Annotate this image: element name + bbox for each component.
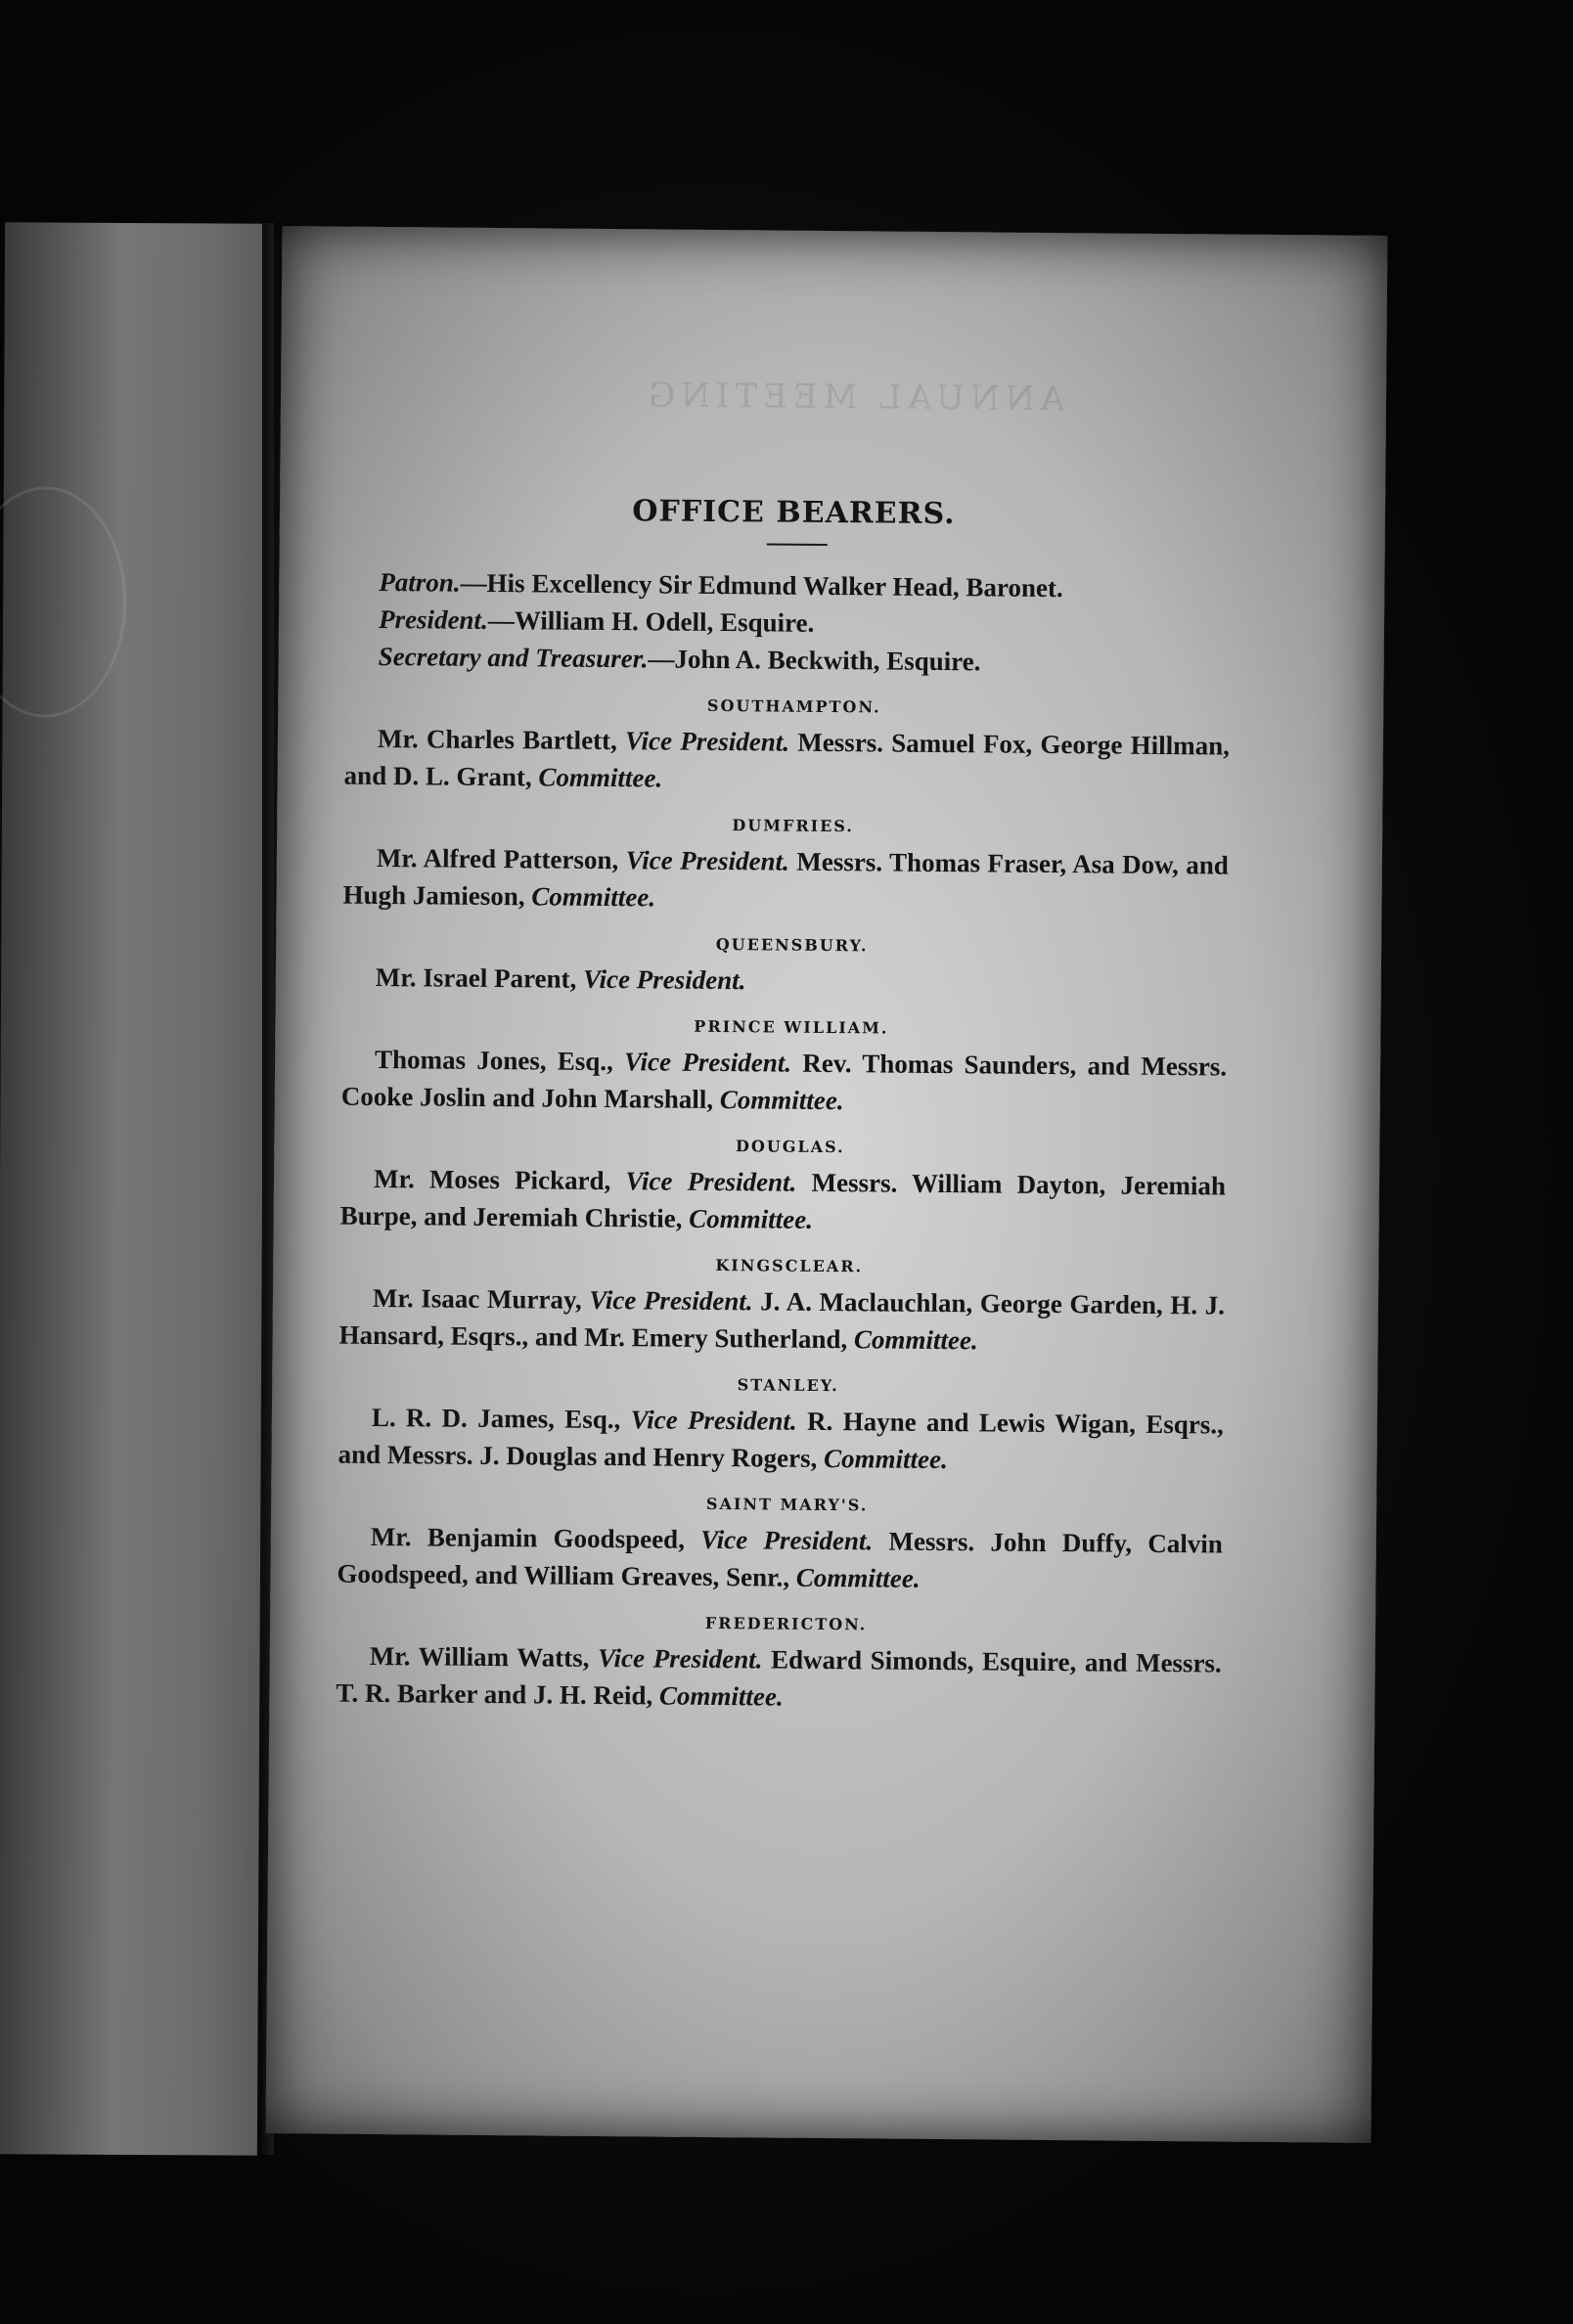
vice-president-name: Thomas Jones, Esq., (374, 1044, 625, 1077)
vice-president-role: Vice President. (630, 1405, 797, 1436)
facing-page (0, 222, 267, 2155)
committee-names: Messrs. Thomas Fraser, Asa Dow, and Hugh Jamieson, (342, 846, 1229, 912)
committee-role: Committee. (719, 1085, 844, 1116)
vice-president-name: Mr. Benjamin Goodspeed, (370, 1521, 701, 1554)
vice-president-role: Vice President. (582, 963, 746, 996)
page-title: OFFICE BEARERS. (632, 494, 956, 532)
officers-list (345, 563, 1232, 683)
district-text (342, 959, 1228, 1004)
district-saint-marys (337, 1487, 1223, 1600)
vice-president-role: Vice President. (589, 1284, 753, 1317)
committee-role: Committee. (823, 1443, 948, 1475)
vice-president-name: L. R. D. James, Esq., (371, 1402, 631, 1435)
district-dumfries (342, 808, 1229, 921)
committee-role: Committee. (689, 1203, 814, 1234)
district-text (338, 1279, 1225, 1362)
district-heading: SAINT MARY'S. (705, 1494, 869, 1515)
committee-names: Edward Simonds, Esquire, and Messrs. T. R. Barker and J. H. Reid, (336, 1644, 1222, 1711)
district-stanley (337, 1367, 1224, 1481)
district-heading: KINGSCLEAR. (715, 1256, 864, 1276)
document-page (266, 226, 1388, 2143)
vice-president-role: Vice President. (624, 726, 790, 757)
district-queensbury (342, 927, 1229, 1004)
vice-president-role: Vice President. (625, 1166, 797, 1197)
vice-president-name: Mr. Isaac Murray, (372, 1282, 590, 1315)
vice-president-name: Mr. Moses Pickard, (373, 1163, 626, 1196)
district-text (340, 1160, 1227, 1242)
vice-president-role: Vice President. (623, 1047, 792, 1078)
district-heading: FREDERICTON. (704, 1613, 868, 1634)
district-heading: DUMFRIES. (732, 816, 854, 836)
committee-names: Messrs. Samuel Fox, George Hillman, and D. L. Grant, (343, 727, 1231, 792)
district-heading: SOUTHAMPTON. (706, 695, 881, 717)
committee-names: Messrs. John Duffy, Calvin Goodspeed, and William Greaves, Senr., (337, 1526, 1223, 1592)
vice-president-role: Vice President. (625, 845, 790, 876)
district-text (337, 1518, 1223, 1600)
committee-names: Rev. Thomas Saunders, and Messrs. Cooke Joslin and John Marshall, (340, 1048, 1228, 1115)
district-kingsclear (338, 1248, 1225, 1362)
district-heading: DOUGLAS. (735, 1137, 845, 1157)
district-text (337, 1399, 1224, 1481)
committee-role: Committee. (531, 881, 656, 913)
committee-role: Committee. (658, 1680, 784, 1712)
district-fredericton (336, 1606, 1222, 1720)
vice-president-role: Vice President. (597, 1642, 763, 1675)
district-text (342, 839, 1229, 921)
committee-role: Committee. (538, 762, 663, 793)
committee-role: Committee. (795, 1562, 921, 1593)
committee-role: Committee. (853, 1324, 978, 1356)
vice-president-name: Mr. William Watts, (369, 1640, 599, 1673)
district-southampton (343, 689, 1230, 802)
title-rule (766, 543, 827, 546)
officer-role: President. (378, 603, 488, 635)
committee-names: Messrs. William Dayton, Jeremiah Burpe, and Jeremiah Christie, (339, 1167, 1227, 1233)
district-prince-william (341, 1009, 1228, 1123)
district-heading: STANLEY. (737, 1375, 839, 1396)
officer-name: —William H. Odell, Esquire. (487, 604, 815, 638)
district-heading: PRINCE WILLIAM. (694, 1016, 889, 1038)
library-stamp-mark (0, 486, 127, 718)
district-text (343, 720, 1230, 802)
district-text (336, 1637, 1222, 1720)
vice-president-name: Mr. Alfred Patterson, (376, 842, 626, 875)
officer-secretary (345, 638, 1231, 683)
vice-president-name: Mr. Israel Parent, (375, 961, 584, 994)
officer-name: —His Excellency Sir Edmund Walker Head, Baronet. (460, 567, 1063, 603)
officer-role: Secretary and Treasurer. (378, 641, 649, 674)
vice-president-role: Vice President. (700, 1524, 874, 1556)
officer-name: —John A. Beckwith, Esquire. (648, 644, 981, 677)
show-through-heading: ANNUAL MEETING (642, 376, 1065, 420)
vice-president-name: Mr. Charles Bartlett, (377, 723, 626, 756)
committee-names: R. Hayne and Lewis Wigan, Esqrs., and Messrs. J. Douglas and Henry Rogers, (337, 1406, 1225, 1473)
district-douglas (340, 1129, 1227, 1242)
committee-names: J. A. Maclauchlan, George Garden, H. J. Hansard, Esqrs., and Mr. Emery Sutherland, (338, 1286, 1226, 1355)
district-heading: QUEENSBURY. (715, 935, 869, 956)
officer-role: Patron. (379, 566, 461, 598)
district-text (341, 1041, 1228, 1123)
page-content (336, 491, 1232, 1720)
